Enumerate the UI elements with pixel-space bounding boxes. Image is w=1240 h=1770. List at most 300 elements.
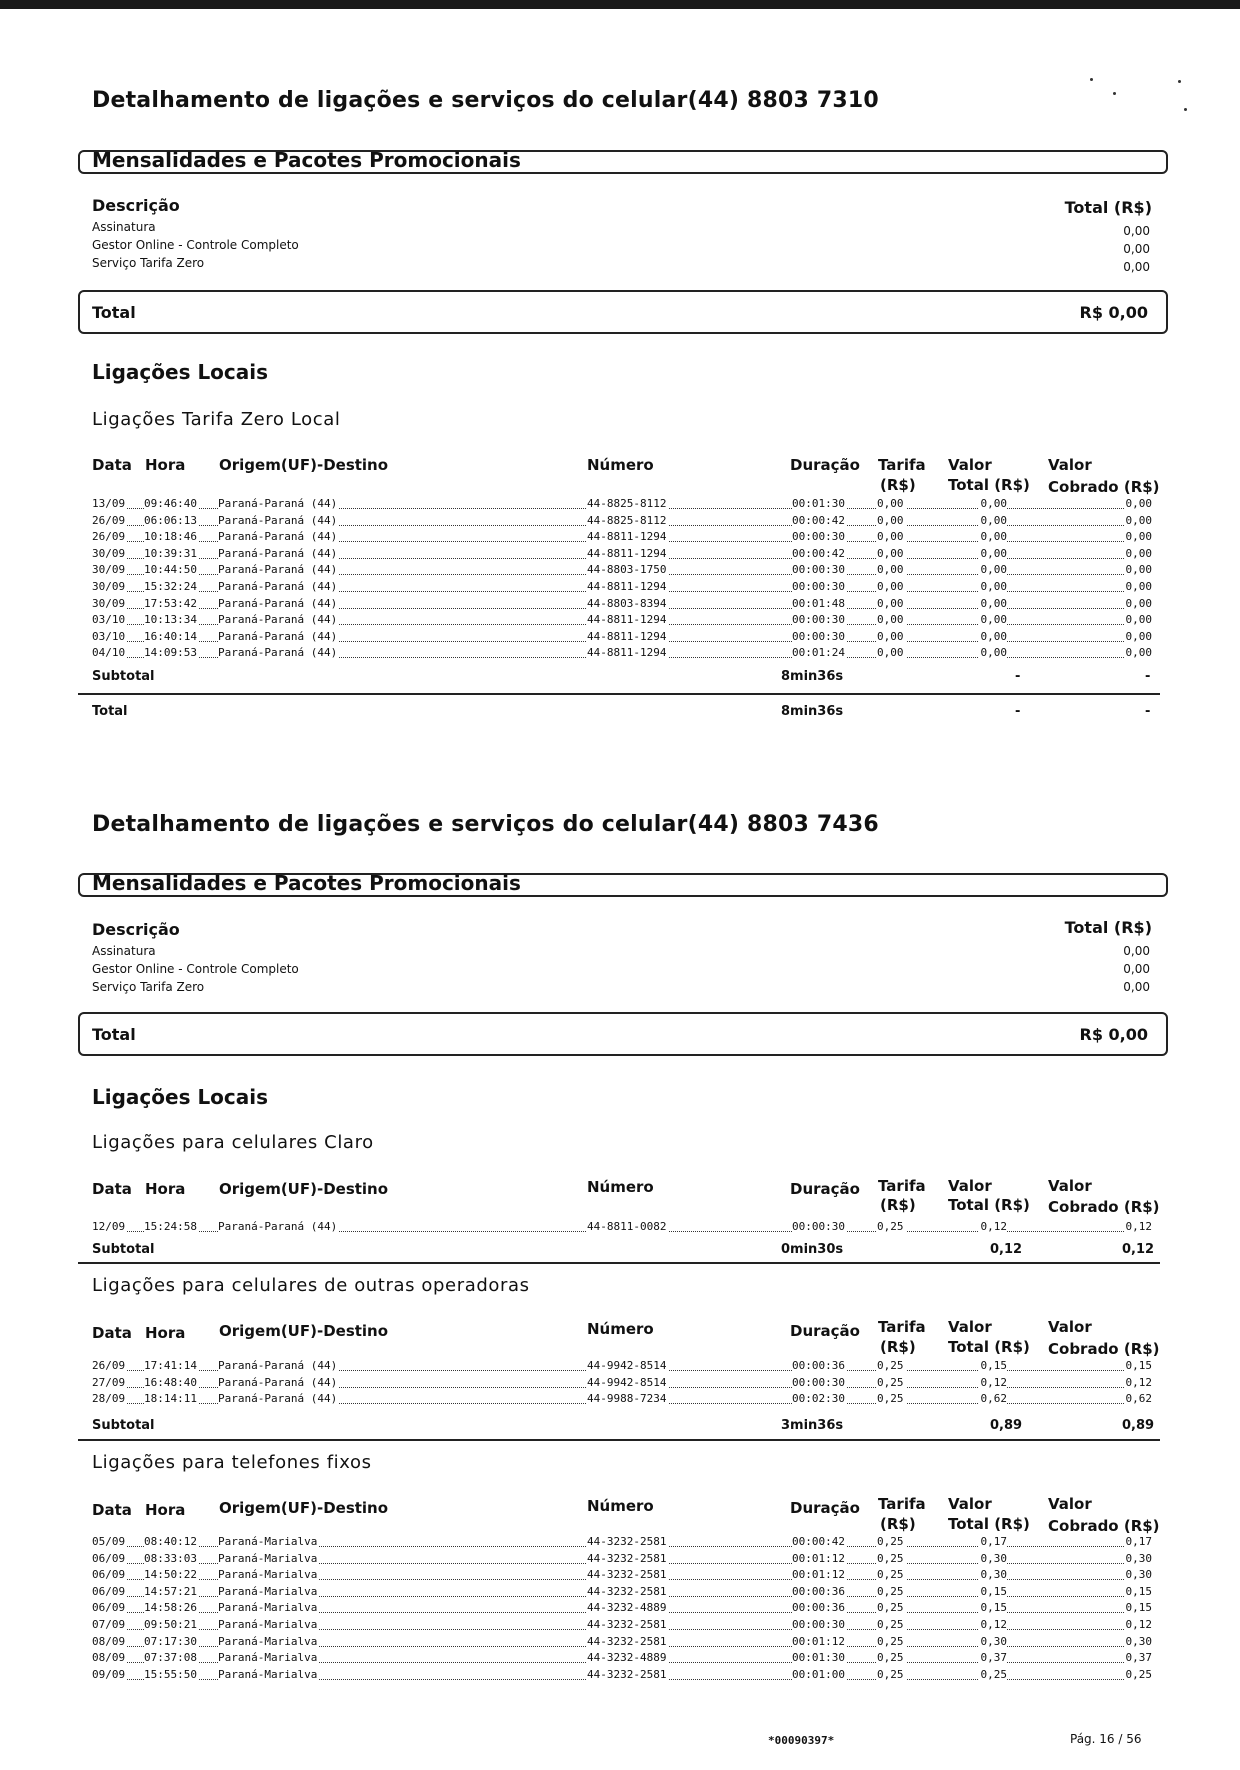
cell-duration: 00:00:30 bbox=[792, 563, 845, 577]
cell-date: 03/10 bbox=[92, 629, 126, 643]
cell-number: 44-8811-1294 bbox=[587, 646, 667, 660]
cell-total-value: 0,00 bbox=[980, 629, 1007, 643]
col-valor-cobrado: Valor bbox=[1048, 1318, 1092, 1336]
cell-number: 44-3232-2581 bbox=[587, 1667, 667, 1681]
table-row bbox=[92, 1390, 1152, 1406]
cell-charged-value: 0,30 bbox=[1125, 1568, 1152, 1582]
cell-number: 44-8825-8112 bbox=[587, 497, 667, 510]
cell-origin: Paraná-Paraná (44) bbox=[218, 1220, 338, 1233]
box-title: Mensalidades e Pacotes Promocionais bbox=[92, 871, 521, 895]
col-numero: Número bbox=[587, 1320, 654, 1338]
cell-duration: 00:01:00 bbox=[792, 1667, 845, 1681]
fees-total-label: Total bbox=[92, 1025, 136, 1044]
fee-item-value: 0,00 bbox=[1123, 224, 1150, 238]
col-valor-cobrado: Valor bbox=[1048, 1177, 1092, 1195]
cell-date: 06/09 bbox=[92, 1551, 126, 1565]
table-row bbox=[92, 1649, 1152, 1665]
table-row bbox=[92, 1633, 1152, 1649]
cell-time: 15:24:58 bbox=[144, 1220, 197, 1233]
cell-total-value: 0,00 bbox=[980, 596, 1007, 610]
cell-rate: 0,25 bbox=[877, 1667, 904, 1681]
table-row bbox=[92, 528, 1152, 544]
col-valor-total: Valor bbox=[948, 1177, 992, 1195]
cell-number: 44-8811-1294 bbox=[587, 546, 667, 560]
cell-date: 08/09 bbox=[92, 1634, 126, 1648]
fees-total-value: R$ 0,00 bbox=[1079, 303, 1148, 322]
cell-duration: 00:01:24 bbox=[792, 646, 845, 660]
cell-origin: Paraná-Marialva bbox=[218, 1651, 318, 1665]
cell-total-value: 0,00 bbox=[980, 530, 1007, 544]
cell-origin: Paraná-Marialva bbox=[218, 1568, 318, 1582]
cell-rate: 0,25 bbox=[877, 1618, 904, 1631]
col-data: Data bbox=[92, 456, 132, 474]
cell-date: 13/09 bbox=[92, 497, 126, 510]
cell-charged-value: 0,00 bbox=[1125, 546, 1152, 560]
cell-charged-value: 0,30 bbox=[1125, 1634, 1152, 1648]
cell-total-value: 0,00 bbox=[980, 563, 1007, 577]
table-heading: Ligações para celulares de outras operadoras bbox=[92, 1275, 530, 1296]
fees-total-label: Total bbox=[92, 303, 136, 322]
table-row bbox=[92, 611, 1152, 627]
cell-duration: 00:00:30 bbox=[792, 1375, 845, 1389]
table-row bbox=[92, 595, 1152, 611]
cell-origin: Paraná-Paraná (44) bbox=[218, 1359, 338, 1372]
table-row bbox=[92, 644, 1152, 660]
col-valor-total-2: Total (R$) bbox=[948, 1338, 1030, 1356]
subtotal-label: Subtotal bbox=[92, 1242, 155, 1257]
table-row bbox=[92, 1550, 1152, 1566]
cell-origin: Paraná-Paraná (44) bbox=[218, 596, 338, 610]
table-row bbox=[92, 1374, 1152, 1390]
cell-duration: 00:01:12 bbox=[792, 1551, 845, 1565]
cell-time: 08:40:12 bbox=[144, 1535, 197, 1548]
fees-total-box bbox=[78, 290, 1168, 334]
table-heading: Ligações para telefones fixos bbox=[92, 1452, 372, 1473]
table-row bbox=[92, 512, 1152, 528]
col-hora: Hora bbox=[145, 1324, 186, 1342]
cell-rate: 0,00 bbox=[877, 629, 904, 643]
subtotal-duration: 8min36s bbox=[781, 669, 844, 684]
cell-number: 44-3232-2581 bbox=[587, 1584, 667, 1598]
cell-date: 26/09 bbox=[92, 1359, 126, 1372]
cell-date: 03/10 bbox=[92, 613, 126, 627]
subtotal-cobrado: 0,12 bbox=[1122, 1242, 1155, 1257]
cell-time: 14:50:22 bbox=[144, 1568, 197, 1582]
cell-number: 44-8811-1294 bbox=[587, 629, 667, 643]
col-numero: Número bbox=[587, 1497, 654, 1515]
col-numero: Número bbox=[587, 1178, 654, 1196]
col-duracao: Duração bbox=[790, 1499, 860, 1517]
cell-rate: 0,25 bbox=[877, 1568, 904, 1582]
cell-rate: 0,00 bbox=[877, 546, 904, 560]
cell-number: 44-9988-7234 bbox=[587, 1392, 667, 1406]
description-header: Descrição bbox=[92, 920, 180, 939]
cell-number: 44-8811-1294 bbox=[587, 580, 667, 593]
cell-rate: 0,00 bbox=[877, 563, 904, 577]
col-data: Data bbox=[92, 1324, 132, 1342]
page-number: Pág. 16 / 56 bbox=[1070, 1732, 1142, 1746]
scan-top-edge bbox=[0, 0, 1240, 9]
cell-date: 09/09 bbox=[92, 1667, 126, 1681]
table-row bbox=[92, 578, 1152, 594]
table-row bbox=[92, 495, 1152, 511]
cell-date: 26/09 bbox=[92, 513, 126, 527]
cell-origin: Paraná-Paraná (44) bbox=[218, 613, 338, 627]
cell-time: 14:57:21 bbox=[144, 1584, 197, 1598]
cell-charged-value: 0,00 bbox=[1125, 513, 1152, 527]
cell-charged-value: 0,17 bbox=[1125, 1535, 1152, 1548]
cell-time: 17:41:14 bbox=[144, 1359, 197, 1372]
subtotal-total: 0,89 bbox=[990, 1418, 1023, 1433]
fee-item-value: 0,00 bbox=[1123, 962, 1150, 976]
fee-item-label: Serviço Tarifa Zero bbox=[92, 980, 205, 994]
cell-duration: 00:00:42 bbox=[792, 1535, 845, 1548]
local-calls-heading: Ligações Locais bbox=[92, 1085, 269, 1109]
col-duracao: Duração bbox=[790, 1180, 860, 1198]
cell-total-value: 0,00 bbox=[980, 646, 1007, 660]
col-valor-total-2: Total (R$) bbox=[948, 1196, 1030, 1214]
col-origem: Origem(UF)-Destino bbox=[219, 1180, 389, 1198]
cell-duration: 00:02:30 bbox=[792, 1392, 845, 1406]
cell-time: 15:55:50 bbox=[144, 1667, 197, 1681]
cell-time: 10:44:50 bbox=[144, 563, 197, 577]
cell-rate: 0,00 bbox=[877, 530, 904, 544]
col-valor-total: Valor bbox=[948, 1318, 992, 1336]
cell-charged-value: 0,15 bbox=[1125, 1601, 1152, 1615]
cell-number: 44-8811-1294 bbox=[587, 530, 667, 544]
cell-charged-value: 0,15 bbox=[1125, 1584, 1152, 1598]
subtotal-cobrado: - bbox=[1145, 669, 1151, 684]
cell-total-value: 0,62 bbox=[980, 1392, 1007, 1406]
col-valor-total: Valor bbox=[948, 456, 992, 474]
table-row bbox=[92, 1666, 1152, 1682]
cell-origin: Paraná-Paraná (44) bbox=[218, 513, 338, 527]
fee-item-label: Assinatura bbox=[92, 220, 156, 234]
cell-time: 17:53:42 bbox=[144, 596, 197, 610]
cell-charged-value: 0,00 bbox=[1125, 646, 1152, 660]
cell-number: 44-8811-1294 bbox=[587, 613, 667, 627]
cell-date: 07/09 bbox=[92, 1618, 126, 1631]
cell-duration: 00:01:12 bbox=[792, 1568, 845, 1582]
cell-total-value: 0,00 bbox=[980, 613, 1007, 627]
table-heading: Ligações para celulares Claro bbox=[92, 1132, 374, 1153]
cell-rate: 0,25 bbox=[877, 1601, 904, 1615]
grand-total-total: - bbox=[1015, 704, 1021, 719]
cell-duration: 00:00:36 bbox=[792, 1359, 845, 1372]
col-valor-cobrado: Valor bbox=[1048, 1495, 1092, 1513]
grand-total-cobrado: - bbox=[1145, 704, 1151, 719]
col-tarifa: Tarifa bbox=[878, 1318, 926, 1336]
cell-origin: Paraná-Paraná (44) bbox=[218, 580, 338, 593]
cell-charged-value: 0,30 bbox=[1125, 1551, 1152, 1565]
cell-origin: Paraná-Marialva bbox=[218, 1584, 318, 1598]
cell-date: 30/09 bbox=[92, 580, 126, 593]
cell-time: 06:06:13 bbox=[144, 513, 197, 527]
cell-origin: Paraná-Marialva bbox=[218, 1618, 318, 1631]
description-header: Descrição bbox=[92, 196, 180, 215]
fee-item-label: Gestor Online - Controle Completo bbox=[92, 238, 299, 252]
cell-charged-value: 0,12 bbox=[1125, 1375, 1152, 1389]
cell-rate: 0,25 bbox=[877, 1359, 904, 1372]
col-hora: Hora bbox=[145, 1501, 186, 1519]
cell-duration: 00:01:12 bbox=[792, 1634, 845, 1648]
cell-rate: 0,00 bbox=[877, 497, 904, 510]
cell-total-value: 0,00 bbox=[980, 580, 1007, 593]
cell-origin: Paraná-Paraná (44) bbox=[218, 530, 338, 544]
col-duracao: Duração bbox=[790, 1322, 860, 1340]
cell-total-value: 0,12 bbox=[980, 1375, 1007, 1389]
cell-date: 06/09 bbox=[92, 1568, 126, 1582]
cell-date: 28/09 bbox=[92, 1392, 126, 1406]
cell-charged-value: 0,00 bbox=[1125, 530, 1152, 544]
cell-number: 44-9942-8514 bbox=[587, 1375, 667, 1389]
table-row bbox=[92, 1616, 1152, 1632]
cell-rate: 0,00 bbox=[877, 613, 904, 627]
block-title: Detalhamento de ligações e serviços do celular(44) 8803 7436 bbox=[92, 812, 879, 837]
cell-total-value: 0,15 bbox=[980, 1359, 1007, 1372]
col-tarifa-unit: (R$) bbox=[880, 476, 916, 494]
cell-date: 05/09 bbox=[92, 1535, 126, 1548]
scan-speck bbox=[1113, 92, 1116, 95]
cell-time: 09:46:40 bbox=[144, 497, 197, 510]
table-heading: Ligações Tarifa Zero Local bbox=[92, 409, 341, 430]
cell-rate: 0,25 bbox=[877, 1551, 904, 1565]
cell-charged-value: 0,00 bbox=[1125, 629, 1152, 643]
table-row bbox=[92, 1533, 1152, 1549]
cell-time: 16:40:14 bbox=[144, 629, 197, 643]
cell-time: 10:13:34 bbox=[144, 613, 197, 627]
col-valor-cobrado-2: Cobrado (R$) bbox=[1048, 1198, 1160, 1216]
fee-item-label: Serviço Tarifa Zero bbox=[92, 256, 205, 270]
cell-date: 30/09 bbox=[92, 563, 126, 577]
cell-charged-value: 0,00 bbox=[1125, 596, 1152, 610]
cell-time: 15:32:24 bbox=[144, 580, 197, 593]
col-origem: Origem(UF)-Destino bbox=[219, 456, 389, 474]
divider bbox=[78, 1439, 1160, 1441]
cell-number: 44-3232-2581 bbox=[587, 1618, 667, 1631]
cell-number: 44-3232-2581 bbox=[587, 1551, 667, 1565]
cell-duration: 00:01:48 bbox=[792, 596, 845, 610]
cell-total-value: 0,25 bbox=[980, 1667, 1007, 1681]
table-row bbox=[92, 1583, 1152, 1599]
cell-origin: Paraná-Marialva bbox=[218, 1667, 318, 1681]
cell-date: 04/10 bbox=[92, 646, 126, 660]
cell-number: 44-3232-2581 bbox=[587, 1634, 667, 1648]
col-valor-total-2: Total (R$) bbox=[948, 476, 1030, 494]
cell-duration: 00:00:30 bbox=[792, 580, 845, 593]
subtotal-total: - bbox=[1015, 669, 1021, 684]
cell-charged-value: 0,00 bbox=[1125, 580, 1152, 593]
cell-origin: Paraná-Paraná (44) bbox=[218, 646, 338, 660]
grand-total-duration: 8min36s bbox=[781, 704, 844, 719]
col-hora: Hora bbox=[145, 1180, 186, 1198]
col-tarifa-unit: (R$) bbox=[880, 1515, 916, 1533]
cell-duration: 00:00:42 bbox=[792, 513, 845, 527]
col-duracao: Duração bbox=[790, 456, 860, 474]
cell-rate: 0,00 bbox=[877, 580, 904, 593]
cell-time: 14:58:26 bbox=[144, 1601, 197, 1615]
cell-charged-value: 0,62 bbox=[1125, 1392, 1152, 1406]
cell-date: 06/09 bbox=[92, 1584, 126, 1598]
fee-item-value: 0,00 bbox=[1123, 260, 1150, 274]
col-numero: Número bbox=[587, 456, 654, 474]
cell-charged-value: 0,00 bbox=[1125, 613, 1152, 627]
cell-duration: 00:00:30 bbox=[792, 1220, 845, 1233]
cell-time: 07:17:30 bbox=[144, 1634, 197, 1648]
cell-number: 44-3232-4889 bbox=[587, 1651, 667, 1665]
col-origem: Origem(UF)-Destino bbox=[219, 1322, 389, 1340]
cell-duration: 00:00:36 bbox=[792, 1601, 845, 1615]
cell-number: 44-8803-8394 bbox=[587, 596, 667, 610]
cell-date: 26/09 bbox=[92, 530, 126, 544]
cell-total-value: 0,00 bbox=[980, 546, 1007, 560]
cell-duration: 00:00:36 bbox=[792, 1584, 845, 1598]
fees-total-box bbox=[78, 1012, 1168, 1056]
cell-total-value: 0,12 bbox=[980, 1618, 1007, 1631]
col-tarifa-unit: (R$) bbox=[880, 1196, 916, 1214]
total-header: Total (R$) bbox=[1064, 198, 1152, 217]
cell-duration: 00:00:30 bbox=[792, 613, 845, 627]
subtotal-duration: 3min36s bbox=[781, 1418, 844, 1433]
cell-rate: 0,00 bbox=[877, 513, 904, 527]
cell-origin: Paraná-Paraná (44) bbox=[218, 497, 338, 510]
subtotal-label: Subtotal bbox=[92, 1418, 155, 1433]
cell-duration: 00:00:42 bbox=[792, 546, 845, 560]
table-row bbox=[92, 628, 1152, 644]
col-data: Data bbox=[92, 1501, 132, 1519]
monthly-fees-header-box bbox=[78, 150, 1168, 174]
cell-charged-value: 0,15 bbox=[1125, 1359, 1152, 1372]
cell-rate: 0,00 bbox=[877, 596, 904, 610]
cell-duration: 00:00:30 bbox=[792, 1618, 845, 1631]
table-row bbox=[92, 1566, 1152, 1582]
col-origem: Origem(UF)-Destino bbox=[219, 1499, 389, 1517]
fees-total-value: R$ 0,00 bbox=[1079, 1025, 1148, 1044]
cell-rate: 0,25 bbox=[877, 1375, 904, 1389]
total-header: Total (R$) bbox=[1064, 918, 1152, 937]
subtotal-label: Subtotal bbox=[92, 669, 155, 684]
table-row bbox=[92, 1218, 1152, 1234]
fee-item-value: 0,00 bbox=[1123, 242, 1150, 256]
cell-rate: 0,25 bbox=[877, 1535, 904, 1548]
cell-total-value: 0,12 bbox=[980, 1220, 1007, 1233]
cell-number: 44-8825-8112 bbox=[587, 513, 667, 527]
block-title: Detalhamento de ligações e serviços do celular(44) 8803 7310 bbox=[92, 88, 879, 113]
divider bbox=[78, 693, 1160, 695]
subtotal-cobrado: 0,89 bbox=[1122, 1418, 1155, 1433]
col-valor-total: Valor bbox=[948, 1495, 992, 1513]
cell-date: 30/09 bbox=[92, 596, 126, 610]
cell-rate: 0,25 bbox=[877, 1651, 904, 1665]
cell-total-value: 0,00 bbox=[980, 497, 1007, 510]
col-valor-cobrado-2: Cobrado (R$) bbox=[1048, 1517, 1160, 1535]
box-title: Mensalidades e Pacotes Promocionais bbox=[92, 148, 521, 172]
cell-number: 44-8811-0082 bbox=[587, 1220, 667, 1233]
cell-total-value: 0,30 bbox=[980, 1634, 1007, 1648]
scan-speck bbox=[1184, 108, 1187, 111]
cell-total-value: 0,00 bbox=[980, 513, 1007, 527]
cell-origin: Paraná-Paraná (44) bbox=[218, 563, 338, 577]
col-tarifa: Tarifa bbox=[878, 456, 926, 474]
fee-item-value: 0,00 bbox=[1123, 980, 1150, 994]
grand-total-label: Total bbox=[92, 704, 128, 719]
divider bbox=[78, 1262, 1160, 1264]
cell-duration: 00:00:30 bbox=[792, 530, 845, 544]
cell-origin: Paraná-Paraná (44) bbox=[218, 629, 338, 643]
cell-time: 18:14:11 bbox=[144, 1392, 197, 1406]
cell-total-value: 0,17 bbox=[980, 1535, 1007, 1548]
col-tarifa-unit: (R$) bbox=[880, 1338, 916, 1356]
subtotal-total: 0,12 bbox=[990, 1242, 1023, 1257]
fee-item-label: Gestor Online - Controle Completo bbox=[92, 962, 299, 976]
cell-charged-value: 0,37 bbox=[1125, 1651, 1152, 1665]
subtotal-duration: 0min30s bbox=[781, 1242, 844, 1257]
cell-time: 14:09:53 bbox=[144, 646, 197, 660]
cell-date: 27/09 bbox=[92, 1375, 126, 1389]
cell-duration: 00:01:30 bbox=[792, 1651, 845, 1665]
table-row bbox=[92, 1357, 1152, 1373]
cell-date: 30/09 bbox=[92, 546, 126, 560]
cell-number: 44-3232-2581 bbox=[587, 1568, 667, 1582]
cell-date: 06/09 bbox=[92, 1601, 126, 1615]
cell-charged-value: 0,12 bbox=[1125, 1220, 1152, 1233]
cell-number: 44-3232-4889 bbox=[587, 1601, 667, 1615]
fee-item-label: Assinatura bbox=[92, 944, 156, 958]
cell-rate: 0,25 bbox=[877, 1392, 904, 1406]
col-valor-cobrado-2: Cobrado (R$) bbox=[1048, 1340, 1160, 1358]
col-valor-total-2: Total (R$) bbox=[948, 1515, 1030, 1533]
cell-time: 09:50:21 bbox=[144, 1618, 197, 1631]
cell-origin: Paraná-Marialva bbox=[218, 1551, 318, 1565]
col-tarifa: Tarifa bbox=[878, 1177, 926, 1195]
barcode-number: *00090397* bbox=[768, 1734, 835, 1747]
cell-number: 44-9942-8514 bbox=[587, 1359, 667, 1372]
col-valor-cobrado: Valor bbox=[1048, 456, 1092, 474]
cell-duration: 00:00:30 bbox=[792, 629, 845, 643]
table-row bbox=[92, 1599, 1152, 1615]
cell-rate: 0,00 bbox=[877, 646, 904, 660]
cell-origin: Paraná-Marialva bbox=[218, 1535, 318, 1548]
cell-origin: Paraná-Marialva bbox=[218, 1634, 318, 1648]
cell-time: 16:48:40 bbox=[144, 1375, 197, 1389]
cell-date: 08/09 bbox=[92, 1651, 126, 1665]
cell-total-value: 0,30 bbox=[980, 1551, 1007, 1565]
cell-number: 44-3232-2581 bbox=[587, 1535, 667, 1548]
cell-time: 10:18:46 bbox=[144, 530, 197, 544]
table-row bbox=[92, 545, 1152, 561]
cell-charged-value: 0,00 bbox=[1125, 563, 1152, 577]
col-valor-cobrado-2: Cobrado (R$) bbox=[1048, 478, 1160, 496]
cell-origin: Paraná-Paraná (44) bbox=[218, 546, 338, 560]
cell-origin: Paraná-Paraná (44) bbox=[218, 1375, 338, 1389]
cell-total-value: 0,15 bbox=[980, 1601, 1007, 1615]
cell-rate: 0,25 bbox=[877, 1220, 904, 1233]
cell-rate: 0,25 bbox=[877, 1634, 904, 1648]
monthly-fees-header-box bbox=[78, 873, 1168, 897]
cell-origin: Paraná-Marialva bbox=[218, 1601, 318, 1615]
scan-speck bbox=[1090, 78, 1093, 81]
cell-charged-value: 0,25 bbox=[1125, 1667, 1152, 1681]
cell-date: 12/09 bbox=[92, 1220, 126, 1233]
cell-total-value: 0,15 bbox=[980, 1584, 1007, 1598]
col-hora: Hora bbox=[145, 456, 186, 474]
cell-time: 10:39:31 bbox=[144, 546, 197, 560]
cell-time: 07:37:08 bbox=[144, 1651, 197, 1665]
cell-total-value: 0,37 bbox=[980, 1651, 1007, 1665]
cell-origin: Paraná-Paraná (44) bbox=[218, 1392, 338, 1406]
fee-item-value: 0,00 bbox=[1123, 944, 1150, 958]
cell-time: 08:33:03 bbox=[144, 1551, 197, 1565]
